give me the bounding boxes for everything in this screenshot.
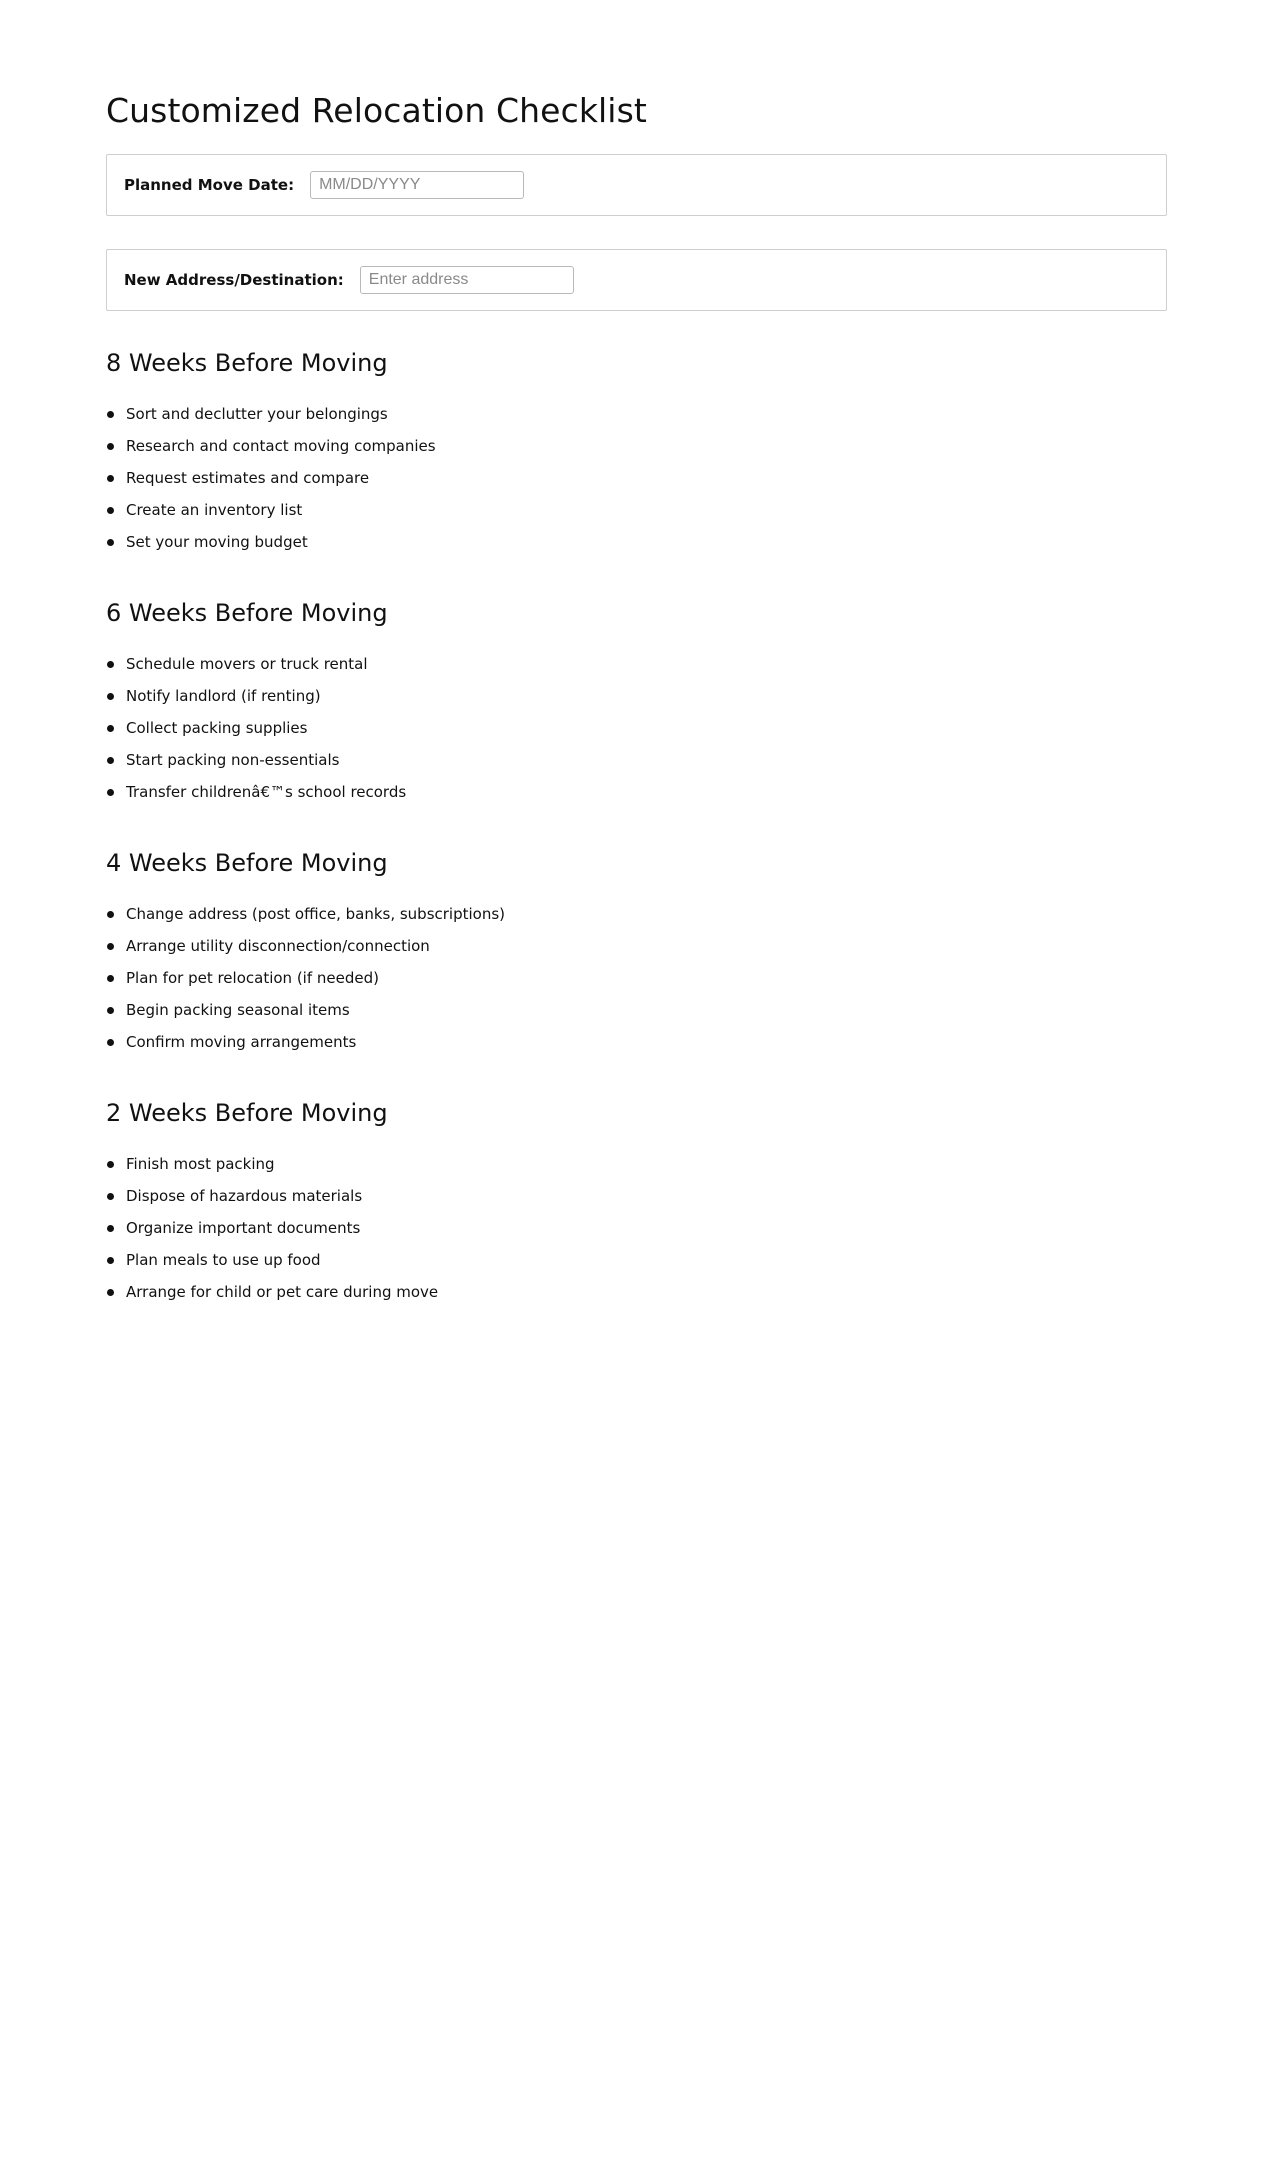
move-date-field-box (106, 154, 1167, 216)
section-4-weeks (106, 847, 1157, 1058)
checklist-item (106, 680, 1157, 712)
bullet-icon (107, 1193, 114, 1200)
bullet-icon (107, 507, 114, 514)
bullet-icon (107, 757, 114, 764)
checklist-item-label: Transfer childrenâ€™s school records (126, 783, 407, 801)
section-6-weeks (106, 597, 1157, 808)
checklist-item-label: Request estimates and compare (126, 469, 370, 487)
checklist-item-label: Sort and declutter your belongings (126, 405, 388, 423)
checklist-item (106, 994, 1157, 1026)
address-label: New Address/Destination: (124, 271, 344, 289)
section-2-weeks (106, 1097, 1157, 1308)
checklist (106, 398, 1157, 558)
address-input[interactable] (360, 266, 574, 294)
section-heading: 4 Weeks Before Moving (106, 849, 388, 877)
checklist-item (106, 898, 1157, 930)
checklist-item-label: Change address (post office, banks, subscriptions) (126, 905, 506, 923)
checklist-item-label: Set your moving budget (126, 533, 308, 551)
checklist-item (106, 930, 1157, 962)
bullet-icon (107, 411, 114, 418)
bullet-icon (107, 539, 114, 546)
bullet-icon (107, 443, 114, 450)
checklist-item-label: Confirm moving arrangements (126, 1033, 357, 1051)
checklist-item-label: Create an inventory list (126, 501, 303, 519)
checklist-item-label: Begin packing seasonal items (126, 1001, 350, 1019)
checklist-item-label: Organize important documents (126, 1219, 361, 1237)
checklist-item-label: Collect packing supplies (126, 719, 308, 737)
checklist-item (106, 462, 1157, 494)
checklist-item (106, 962, 1157, 994)
bullet-icon (107, 1289, 114, 1296)
checklist-item-label: Plan for pet relocation (if needed) (126, 969, 379, 987)
bullet-icon (107, 661, 114, 668)
bullet-icon (107, 1225, 114, 1232)
checklist-item-label: Plan meals to use up food (126, 1251, 321, 1269)
section-heading: 6 Weeks Before Moving (106, 599, 388, 627)
checklist-item (106, 776, 1157, 808)
bullet-icon (107, 789, 114, 796)
checklist-item (106, 744, 1157, 776)
bullet-icon (107, 975, 114, 982)
address-field-box (106, 249, 1167, 311)
checklist-item (106, 494, 1157, 526)
section-8-weeks (106, 347, 1157, 558)
checklist-item (106, 1244, 1157, 1276)
checklist-item-label: Start packing non-essentials (126, 751, 340, 769)
checklist (106, 1148, 1157, 1308)
bullet-icon (107, 1257, 114, 1264)
checklist-item (106, 1276, 1157, 1308)
move-date-label: Planned Move Date: (124, 176, 295, 194)
checklist-item (106, 1148, 1157, 1180)
bullet-icon (107, 693, 114, 700)
section-heading: 8 Weeks Before Moving (106, 349, 388, 377)
checklist-item-label: Arrange for child or pet care during move (126, 1283, 439, 1301)
checklist-item (106, 648, 1157, 680)
bullet-icon (107, 911, 114, 918)
checklist-item (106, 1180, 1157, 1212)
checklist-item-label: Arrange utility disconnection/connection (126, 937, 430, 955)
bullet-icon (107, 725, 114, 732)
checklist-item-label: Notify landlord (if renting) (126, 687, 321, 705)
bullet-icon (107, 475, 114, 482)
bullet-icon (107, 1161, 114, 1168)
checklist (106, 898, 1157, 1058)
checklist-item-label: Research and contact moving companies (126, 437, 436, 455)
checklist-item (106, 526, 1157, 558)
bullet-icon (107, 1039, 114, 1046)
checklist-item (106, 1212, 1157, 1244)
page-title: Customized Relocation Checklist (106, 91, 647, 130)
section-heading: 2 Weeks Before Moving (106, 1099, 388, 1127)
checklist-item (106, 1026, 1157, 1058)
checklist-item-label: Finish most packing (126, 1155, 275, 1173)
checklist-item (106, 398, 1157, 430)
checklist-item-label: Schedule movers or truck rental (126, 655, 368, 673)
bullet-icon (107, 1007, 114, 1014)
checklist (106, 648, 1157, 808)
checklist-item (106, 430, 1157, 462)
bullet-icon (107, 943, 114, 950)
checklist-item (106, 712, 1157, 744)
checklist-item-label: Dispose of hazardous materials (126, 1187, 363, 1205)
move-date-input[interactable] (310, 171, 524, 199)
